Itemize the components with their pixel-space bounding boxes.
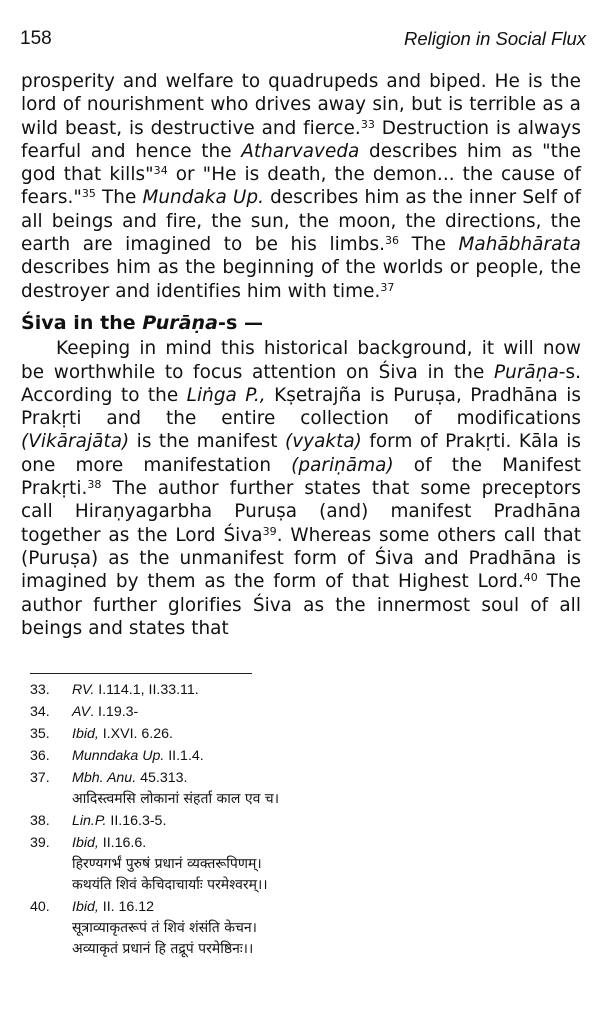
heading-text: -s — — [218, 311, 264, 334]
footnote-number: 40. — [30, 899, 50, 915]
text-run: of the Manifest Prakṛti. — [21, 454, 582, 500]
footnote-ref: 36 — [384, 234, 400, 248]
footnote-source: Ibid, — [72, 726, 99, 742]
page-number: 158 — [20, 28, 52, 49]
sanskrit-verse: सूत्राव्याकृतरूपं तं शिवं शंसंति केचन। — [72, 920, 257, 936]
text-run: The author further states that some preceptors call Hiraṇyagarbha Puruṣa (and) manifest Pradhāna together as the Lord Śiva — [21, 478, 581, 546]
footnote-item — [30, 833, 570, 896]
footnote-item — [30, 724, 570, 745]
footnote-divider — [30, 673, 252, 674]
footnote-ref: 35 — [81, 187, 96, 201]
footnote-ref: 40 — [523, 571, 538, 585]
section-heading — [21, 312, 581, 335]
page-header — [20, 28, 586, 58]
italic-term: Liṅga P., — [186, 384, 266, 406]
footnote-ref: 39 — [262, 524, 277, 538]
text-run: describes him as the beginning of the worlds or people, the destroyer and identifies him with time. — [21, 257, 581, 302]
body-text — [21, 70, 581, 640]
text-run: is the manifest — [129, 431, 285, 453]
footnote-text: I.114.1, II.33.11. — [94, 682, 199, 698]
footnote-source: Mbh. Anu. — [72, 770, 137, 786]
italic-title: Mundaka Up. — [142, 187, 265, 209]
footnote-source: Munndaka Up. — [72, 748, 165, 764]
footnote-text: II.16.6. — [98, 835, 147, 851]
sanskrit-verse: आदिस्त्वमसि लोकानां संहर्ता काल एव च। — [72, 791, 280, 807]
footnotes — [30, 680, 570, 961]
footnote-ref: 38 — [87, 478, 102, 492]
italic-term: (pariṇāma) — [291, 454, 394, 476]
footnote-source: RV. — [72, 682, 95, 698]
text-run: Keeping in mind this historical background, it will now be worthwhile to focus attention on Śiva in the — [21, 338, 581, 383]
footnote-number: 36. — [30, 748, 50, 764]
footnote-item — [30, 897, 570, 960]
sanskrit-verse: अव्याकृतं प्रधानं हि तद्रूपं परमेष्ठिनः।। — [72, 941, 254, 957]
footnote-source: AV — [72, 704, 91, 720]
footnote-ref: 33 — [360, 117, 375, 131]
footnote-text: II.1.4. — [164, 748, 204, 764]
footnote-item — [30, 768, 570, 810]
footnote-source: Ibid, — [72, 899, 99, 915]
footnote-item — [30, 746, 570, 767]
paragraph-1 — [21, 70, 581, 303]
footnote-text: I.XVI. 6.26. — [98, 726, 173, 742]
text-run: . Whereas some others call that (Puruṣa) as the unmanifest form of Śiva and Pradhāna is imagined by them as the form of that Highest Lord. — [21, 524, 581, 593]
footnote-text: 45.313. — [136, 770, 188, 786]
running-title: Religion in Social Flux — [403, 28, 586, 49]
text-run: -s. According to the — [21, 361, 581, 406]
text-run: describes him as the inner Self of all beings and fire, the sun, the moon, the directions, the earth are imagined to be his limbs. — [21, 187, 581, 256]
footnote-ref: 34 — [153, 164, 168, 178]
footnote-source: Lin.P. — [72, 813, 107, 829]
sanskrit-verse: हिरण्यगर्भं पुरुषं प्रधानं व्यक्तरूपिणम्। — [72, 856, 262, 872]
italic-term: (Vikārajāta) — [21, 431, 130, 453]
italic-title: Mahābhārata — [458, 234, 581, 256]
text-run: The — [95, 187, 143, 209]
footnote-number: 35. — [30, 726, 50, 742]
footnote-item — [30, 680, 570, 701]
footnote-text: II.16.3-5. — [106, 813, 167, 829]
footnote-number: 37. — [30, 770, 50, 786]
footnote-ref: 37 — [380, 280, 395, 294]
text-run: The — [399, 234, 459, 256]
footnote-number: 38. — [30, 813, 50, 829]
italic-title: Atharvaveda — [241, 140, 360, 162]
italic-term: Purāṇa — [493, 361, 559, 383]
text-run: Destruction is always fearful and hence the — [21, 117, 581, 162]
text-run: or "He is death, the demon... the cause of fears." — [21, 164, 581, 209]
footnote-item — [30, 811, 570, 832]
sanskrit-verse: कथयंति शिवं केचिदाचार्याः परमेश्वरम्।। — [72, 877, 268, 893]
footnote-number: 34. — [30, 704, 50, 720]
heading-italic: Purāṇa — [142, 311, 219, 334]
footnote-source: Ibid, — [72, 835, 99, 851]
text-run: prosperity and welfare to quadrupeds and biped. He is the lord of nourishment who drives away sin, but is terrible as a wild beast, is destructive and fierce. — [21, 71, 581, 139]
heading-text: Śiva in the — [21, 311, 143, 334]
footnote-text: II. 16.12 — [98, 899, 155, 915]
text-run: form of Prakṛti. Kāla is one more manifestation — [21, 431, 581, 476]
footnote-item — [30, 702, 570, 723]
footnote-number: 33. — [30, 682, 50, 698]
text-run: describes him as "the god that kills" — [21, 140, 581, 186]
footnote-number: 39. — [30, 835, 50, 851]
footnote-text: . I.19.3- — [90, 704, 139, 720]
text-run: The author further glorifies Śiva as the innermost soul of all beings and states that — [21, 571, 581, 639]
text-run: Kṣetrajña is Puruṣa, Pradhāna is Prakṛti and the entire collection of modifications — [21, 384, 581, 430]
italic-term: (vyakta) — [284, 431, 362, 453]
paragraph-2 — [21, 337, 581, 640]
